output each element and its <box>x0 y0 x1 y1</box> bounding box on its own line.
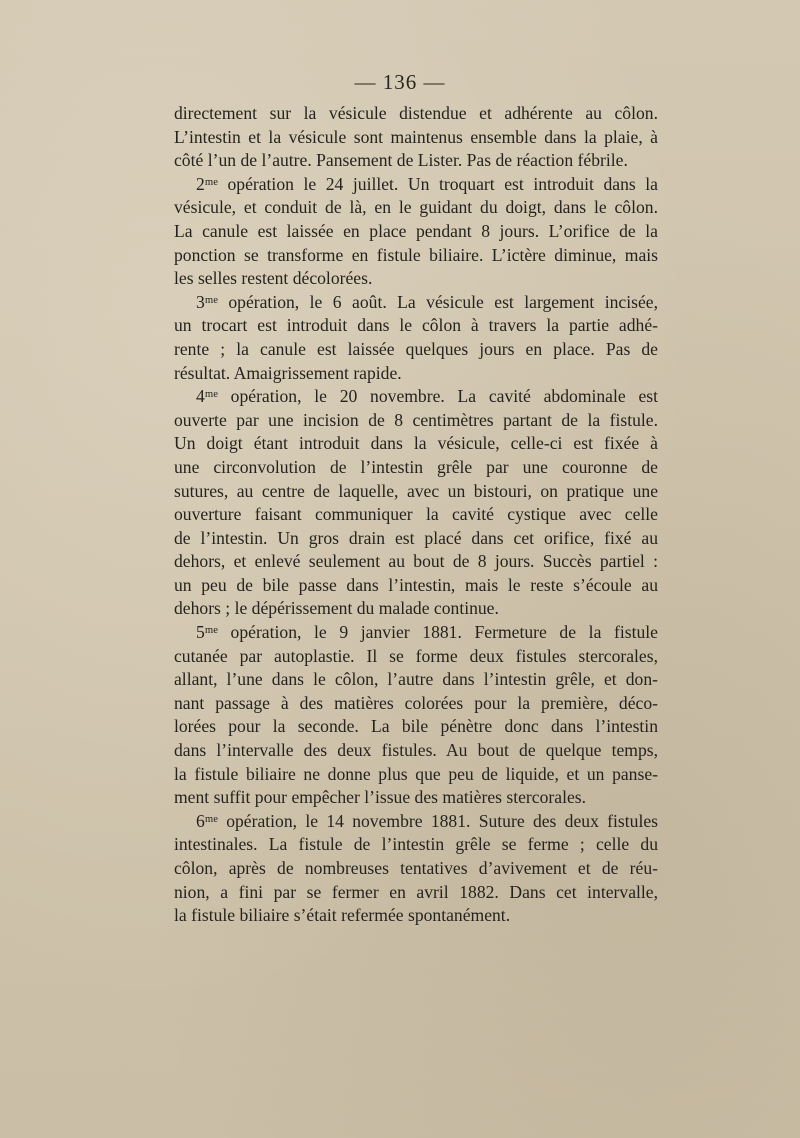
text-line: ouverture faisant communiquer la cavité cystique avec celle <box>174 504 658 525</box>
text-line: dehors ; le dépérissement du malade continue. <box>174 598 499 619</box>
text-line: résultat. Amaigrissement rapide. <box>174 362 402 383</box>
text-line: 5ᵐᵉ opération, le 9 janvier 1881. Fermeture de la fistule <box>196 622 658 643</box>
text-line: la fistule biliaire ne donne plus que peu de liquide, et un panse- <box>174 763 658 784</box>
text-line: cutanée par autoplastie. Il se forme deux fistules stercorales, <box>174 645 658 666</box>
text-line: vésicule, et conduit de là, en le guidant du doigt, dans le côlon. <box>174 197 658 218</box>
text-line: nion, a fini par se fermer en avril 1882. Dans cet intervalle, <box>174 881 658 902</box>
text-line: une circonvolution de l’intestin grêle par une couronne de <box>174 456 658 477</box>
text-line: ponction se transforme en fistule biliaire. L’ictère diminue, mais <box>174 244 658 265</box>
text-line: 3ᵐᵉ opération, le 6 août. La vésicule est largement incisée, <box>196 291 658 312</box>
text-line: Un doigt étant introduit dans la vésicule, celle-ci est fixée à <box>174 433 658 454</box>
text-line: nant passage à des matières colorées pour la première, déco- <box>174 692 658 713</box>
body-text <box>174 102 658 928</box>
text-line: de l’intestin. Un gros drain est placé dans cet orifice, fixé au <box>174 527 658 548</box>
text-line: un peu de bile passe dans l’intestin, mais le reste s’écoule au <box>174 574 658 595</box>
text-line: La canule est laissée en place pendant 8 jours. L’orifice de la <box>174 220 658 241</box>
text-line: dehors, et enlevé seulement au bout de 8 jours. Succès partiel : <box>174 551 658 572</box>
text-line: côlon, après de nombreuses tentatives d’avivement et de réu- <box>174 858 658 878</box>
text-line: ment suffit pour empêcher l’issue des matières stercorales. <box>174 787 587 808</box>
text-line: 2ᵐᵉ opération le 24 juillet. Un troquart est introduit dans la <box>196 173 658 194</box>
text-line: les selles restent décolorées. <box>174 268 373 289</box>
text-line: allant, l’une dans le côlon, l’autre dans l’intestin grêle, et don- <box>174 669 658 690</box>
text-line: rente ; la canule est laissée quelques jours en place. Pas de <box>174 338 658 359</box>
text-line: dans l’intervalle des deux fistules. Au bout de quelque temps, <box>174 740 658 761</box>
text-line: côté l’un de l’autre. Pansement de Lister. Pas de réaction fébrile. <box>174 150 628 171</box>
page-number: — 136 — <box>354 70 446 94</box>
text-line: la fistule biliaire s’était refermée spontanément. <box>174 905 511 926</box>
text-line: ouverte par une incision de 8 centimètres partant de la fistule. <box>174 409 658 430</box>
text-line: un trocart est introduit dans le côlon à travers la partie adhé- <box>174 315 658 336</box>
text-line: 4ᵐᵉ opération, le 20 novembre. La cavité abdominale est <box>196 386 658 407</box>
text-line: 6ᵐᵉ opération, le 14 novembre 1881. Suture des deux fistules <box>196 810 658 831</box>
text-line: sutures, au centre de laquelle, avec un bistouri, on pratique une <box>174 480 658 501</box>
text-line: L’intestin et la vésicule sont maintenus ensemble dans la plaie, à <box>174 126 658 147</box>
text-line: directement sur la vésicule distendue et adhérente au côlon. <box>174 103 658 123</box>
text-line: lorées pour la seconde. La bile pénètre donc dans l’intestin <box>174 716 658 737</box>
text-line: intestinales. La fistule de l’intestin grêle se ferme ; celle du <box>174 834 658 855</box>
